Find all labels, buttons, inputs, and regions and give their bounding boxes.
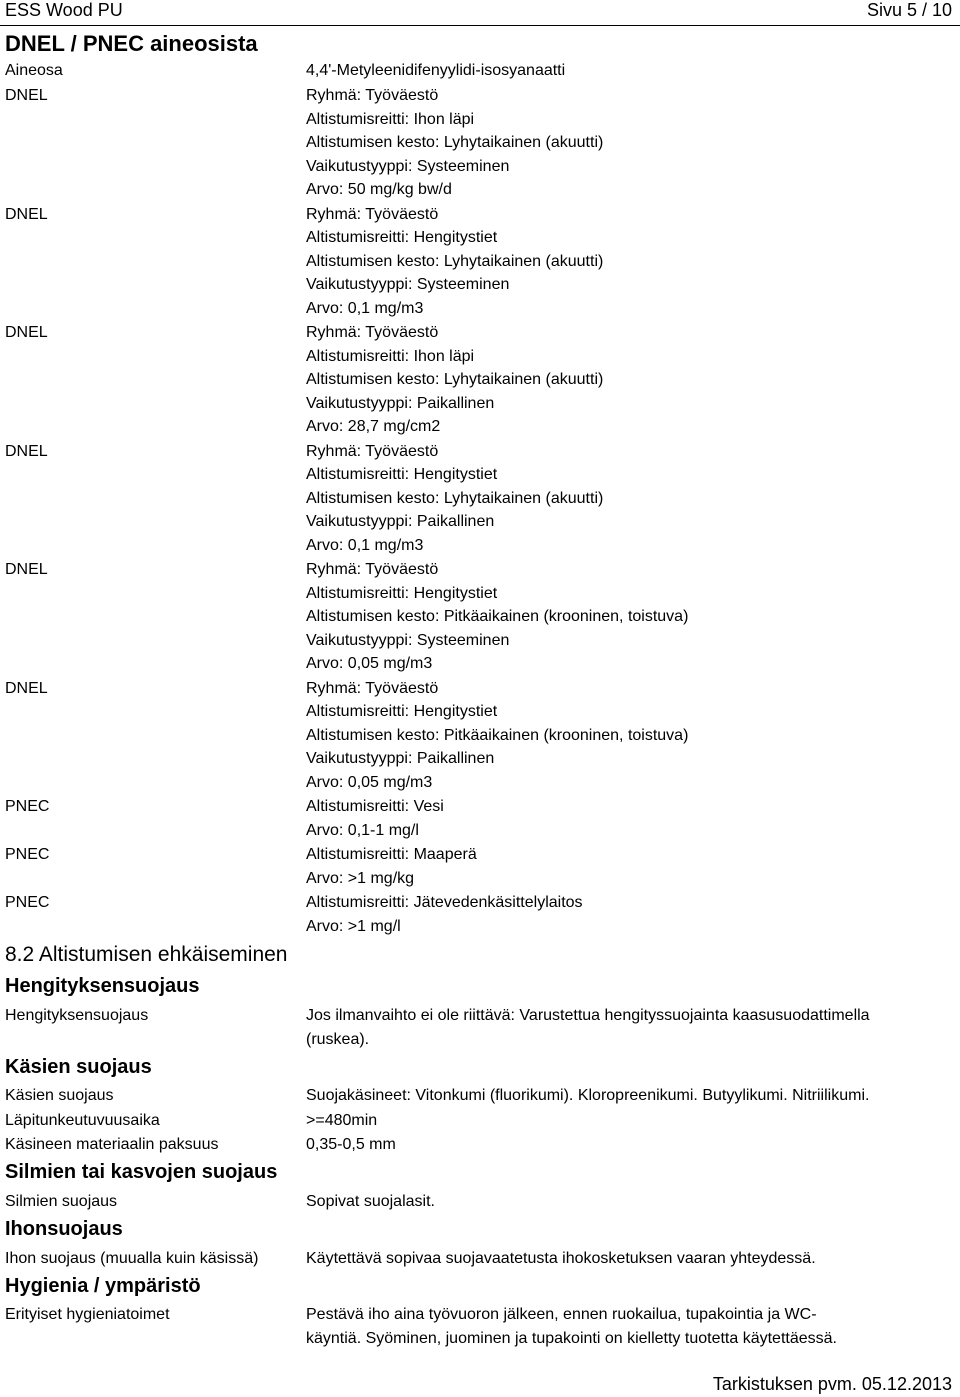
row-label-dnel: DNEL xyxy=(5,206,48,223)
hygiene-text: Pestävä iho aina työvuoron jälkeen, ennen ruokailua, tupakointia ja WC- xyxy=(306,1306,817,1323)
dnel-line: Altistumisreitti: Hengitystiet xyxy=(306,703,498,720)
header-divider xyxy=(0,25,960,26)
dnel-line: Altistumisen kesto: Lyhytaikainen (akuutti) xyxy=(306,490,604,507)
eye-protection-value: Sopivat suojalasit. xyxy=(306,1193,435,1210)
hand-protection-label: Käsien suojaus xyxy=(5,1087,114,1104)
row-label-dnel: DNEL xyxy=(5,87,48,104)
dnel-line: Altistumisen kesto: Lyhytaikainen (akuutti) xyxy=(306,134,604,151)
respiratory-heading: Hengityksensuojaus xyxy=(5,975,200,997)
hygiene-label: Erityiset hygieniatoimet xyxy=(5,1306,170,1323)
eye-protection-heading: Silmien tai kasvojen suojaus xyxy=(5,1161,278,1183)
row-label-dnel: DNEL xyxy=(5,680,48,697)
breakthrough-time-value: >=480min xyxy=(306,1112,378,1129)
row-label-dnel: DNEL xyxy=(5,561,48,578)
document-name: ESS Wood PU xyxy=(5,0,123,20)
row-label-dnel: DNEL xyxy=(5,443,48,460)
row-label-substance: Aineosa xyxy=(5,62,63,79)
pnec-line: Arvo: 0,1-1 mg/l xyxy=(306,822,419,839)
dnel-line: Vaikutustyyppi: Systeeminen xyxy=(306,276,510,293)
dnel-line: Arvo: 0,05 mg/m3 xyxy=(306,655,433,672)
dnel-line: Vaikutustyyppi: Paikallinen xyxy=(306,395,495,412)
respiratory-label: Hengityksensuojaus xyxy=(5,1007,149,1024)
pnec-line: Altistumisreitti: Vesi xyxy=(306,798,444,815)
section-title: DNEL / PNEC aineosista xyxy=(5,31,258,56)
dnel-line: Vaikutustyyppi: Paikallinen xyxy=(306,513,495,530)
hygiene-heading: Hygienia / ympäristö xyxy=(5,1275,201,1297)
glove-thickness-label: Käsineen materiaalin paksuus xyxy=(5,1136,219,1153)
eye-protection-label: Silmien suojaus xyxy=(5,1193,118,1210)
row-label-dnel: DNEL xyxy=(5,324,48,341)
row-label-pnec: PNEC xyxy=(5,846,50,863)
dnel-line: Ryhmä: Työväestö xyxy=(306,206,439,223)
dnel-line: Arvo: 0,05 mg/m3 xyxy=(306,774,433,791)
respiratory-text: Jos ilmanvaihto ei ole riittävä: Varustettua hengityssuojainta kaasusuodattimella xyxy=(306,1007,870,1024)
hand-protection-heading: Käsien suojaus xyxy=(5,1056,152,1078)
row-label-pnec: PNEC xyxy=(5,798,50,815)
dnel-line: Altistumisen kesto: Pitkäaikainen (krooninen, toistuva) xyxy=(306,608,689,625)
dnel-line: Ryhmä: Työväestö xyxy=(306,443,439,460)
hand-protection-value: Suojakäsineet: Vitonkumi (fluorikumi). Kloropreenikumi. Butyylikumi. Nitriilikumi. xyxy=(306,1087,870,1104)
dnel-line: Arvo: 0,1 mg/m3 xyxy=(306,300,424,317)
dnel-line: Vaikutustyyppi: Systeeminen xyxy=(306,632,510,649)
row-label-pnec: PNEC xyxy=(5,894,50,911)
dnel-line: Ryhmä: Työväestö xyxy=(306,680,439,697)
pnec-line: Altistumisreitti: Jätevedenkäsittelylaitos xyxy=(306,894,583,911)
dnel-line: Ryhmä: Työväestö xyxy=(306,324,439,341)
skin-protection-heading: Ihonsuojaus xyxy=(5,1218,123,1240)
dnel-line: Ryhmä: Työväestö xyxy=(306,561,439,578)
revision-date: Tarkistuksen pvm. 05.12.2013 xyxy=(712,1374,952,1394)
pnec-line: Arvo: >1 mg/l xyxy=(306,918,401,935)
dnel-line: Vaikutustyyppi: Paikallinen xyxy=(306,750,495,767)
dnel-line: Altistumisen kesto: Lyhytaikainen (akuutti) xyxy=(306,371,604,388)
dnel-line: Arvo: 28,7 mg/cm2 xyxy=(306,418,441,435)
dnel-line: Ryhmä: Työväestö xyxy=(306,87,439,104)
dnel-line: Altistumisen kesto: Pitkäaikainen (krooninen, toistuva) xyxy=(306,727,689,744)
skin-protection-value: Käytettävä sopivaa suojavaatetusta ihokosketuksen vaaran yhteydessä. xyxy=(306,1250,816,1267)
pnec-line: Altistumisreitti: Maaperä xyxy=(306,846,477,863)
respiratory-text: (ruskea). xyxy=(306,1031,370,1048)
hygiene-text: käyntiä. Syöminen, juominen ja tupakointi on kielletty tuotetta käytettäessä. xyxy=(306,1330,837,1347)
breakthrough-time-label: Läpitunkeutuvuusaika xyxy=(5,1112,160,1129)
dnel-line: Arvo: 50 mg/kg bw/d xyxy=(306,181,452,198)
dnel-line: Altistumisreitti: Ihon läpi xyxy=(306,111,475,128)
dnel-line: Altistumisreitti: Hengitystiet xyxy=(306,466,498,483)
dnel-line: Altistumisen kesto: Lyhytaikainen (akuutti) xyxy=(306,253,604,270)
pnec-line: Arvo: >1 mg/kg xyxy=(306,870,415,887)
section-8-2-title: 8.2 Altistumisen ehkäiseminen xyxy=(5,943,288,966)
dnel-line: Altistumisreitti: Hengitystiet xyxy=(306,585,498,602)
substance-name: 4,4'-Metyleenidifenyylidi-isosyanaatti xyxy=(306,62,566,79)
glove-thickness-value: 0,35-0,5 mm xyxy=(306,1136,396,1153)
dnel-line: Arvo: 0,1 mg/m3 xyxy=(306,537,424,554)
dnel-line: Altistumisreitti: Ihon läpi xyxy=(306,348,475,365)
dnel-line: Altistumisreitti: Hengitystiet xyxy=(306,229,498,246)
dnel-line: Vaikutustyyppi: Systeeminen xyxy=(306,158,510,175)
page-number: Sivu 5 / 10 xyxy=(866,0,952,20)
skin-protection-label: Ihon suojaus (muualla kuin käsissä) xyxy=(5,1250,259,1267)
